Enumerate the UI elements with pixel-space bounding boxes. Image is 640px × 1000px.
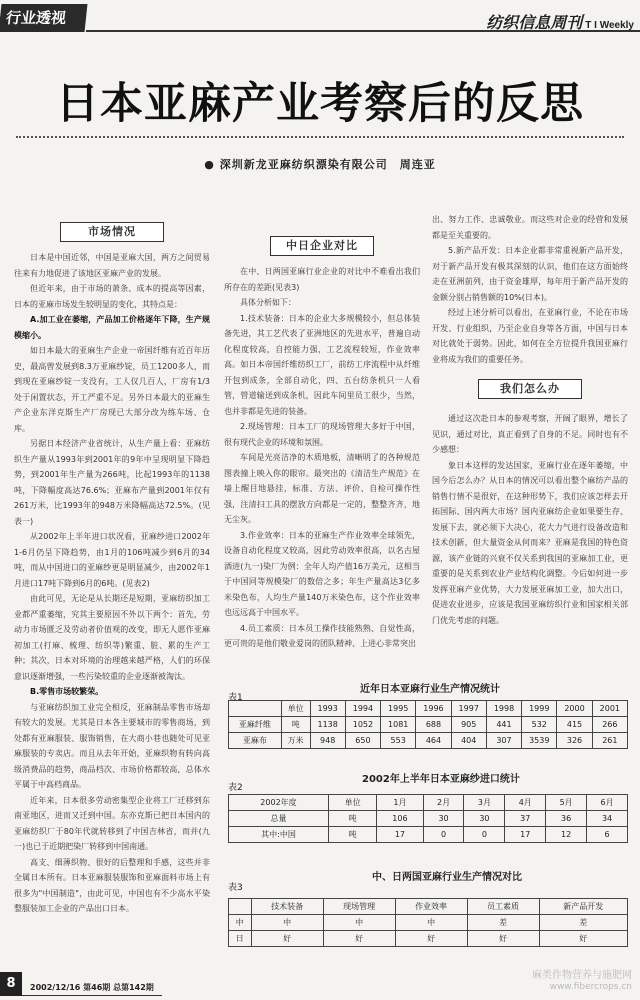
table-2 (228, 794, 628, 843)
table-cell: 688 (416, 717, 451, 733)
table-cell: 34 (587, 811, 628, 827)
table-1-title: 近年日本亚麻行业生产情况统计 (360, 684, 500, 695)
table-row (229, 827, 628, 843)
table-cell: 新产品开发 (539, 899, 627, 915)
section-heading-comparison: 中日企业对比 (270, 236, 374, 256)
table-cell: 1997 (451, 701, 486, 717)
table-cell: 6月 (587, 795, 628, 811)
table-row (229, 915, 628, 931)
table-cell: 好 (251, 931, 323, 947)
table-1 (228, 700, 628, 749)
table-cell: 吨 (328, 827, 376, 843)
table-cell: 作业效率 (395, 899, 467, 915)
table-cell: 亚麻纤维 (229, 717, 282, 733)
table-cell: 1995 (381, 701, 416, 717)
table-cell: 1999 (522, 701, 557, 717)
table-1-label: 表1 (228, 693, 243, 703)
table-cell (229, 899, 252, 915)
table-3-label: 表3 (228, 883, 243, 893)
table-cell: 4月 (505, 795, 546, 811)
table-cell: 2000 (557, 701, 592, 717)
paragraph: 出、努力工作、忠诚敬业。而这些对企业的经营和发展都是至关重要的。 (432, 215, 628, 240)
table-2-title: 2002年上半年日本亚麻纱进口统计 (362, 774, 520, 785)
table-cell: 532 (522, 717, 557, 733)
paragraph: 2.现场管理：日本工厂的现场管理大多好于中国，很有现代企业的环境和氛围。 (224, 422, 420, 447)
table-cell: 好 (395, 931, 467, 947)
table-cell: 0 (464, 827, 505, 843)
table-cell: 464 (416, 733, 451, 749)
paragraph: 车间是光亮洁净的木质地板，清晰明了的各种规范图表撞上映入你的眼帘。最突出的《清洁生产规范》在墙上醒目地悬挂，标准、方法、评价、自检可操作性强，注清扫工具的摆放方向都是一定的，整整齐齐，地无尘灰。 (224, 453, 420, 524)
paragraph: 从2002年上半年进口状况看，亚麻纱进口2002年1-6月仍呈下降趋势，由1月的106吨减少到6月的34吨，而从中国进口的亚麻纱更是明显减少，由2002年1月进口17吨下降到6月的6吨。(见表2) (14, 532, 210, 588)
table-cell: 948 (310, 733, 345, 749)
paragraph: 4.员工素质：日本员工操作技能熟熟、自觉性高，更可贵的是他们敬业爱岗的团队精神、上进心非常突出 (224, 623, 420, 648)
page-header (0, 0, 640, 38)
footer-rule (22, 995, 162, 996)
paragraph: 如日本最大的亚麻生产企业一帝国纤维有近百年历史，最高曾发展到8.3万亚麻纱锭，员工1200多人，而到现在亚麻纱锭一支没有，工人仅几百人，厂房有1/3处于闲置状态，开工严重不足。另外日本最大的亚麻生产企业东洋克斯生产厂房现已大部分改为练车场、仓库。 (14, 346, 210, 433)
table-cell: 441 (486, 717, 521, 733)
table-header-row (229, 899, 628, 915)
table-header-row (229, 795, 628, 811)
section-heading-what-to-do: 我们怎么办 (478, 379, 582, 399)
article-author: ● 深圳新龙亚麻纺织漂染有限公司 周连亚 (204, 158, 436, 171)
table-cell: 0 (423, 827, 464, 843)
table-cell: 中 (395, 915, 467, 931)
table-cell: 中 (323, 915, 395, 931)
table-cell: 日 (229, 931, 252, 947)
table-cell: 6 (587, 827, 628, 843)
table-cell: 差 (539, 915, 627, 931)
masthead (486, 10, 634, 33)
table-cell: 亚麻布 (229, 733, 282, 749)
paragraph: 在中、日两国亚麻行业企业的对比中不难看出我们所存在的差距(见表3) (224, 267, 420, 292)
table-cell: 37 (505, 811, 546, 827)
article-title: 日本亚麻产业考察后的反思 (56, 79, 584, 129)
table-cell: 404 (451, 733, 486, 749)
table-cell (229, 701, 282, 717)
paragraph: 具体分析如下： (240, 298, 296, 307)
table-2-label: 表2 (228, 783, 243, 793)
table-cell: 415 (557, 717, 592, 733)
table-cell: 905 (451, 717, 486, 733)
table-cell: 员工素质 (467, 899, 539, 915)
table-cell: 326 (557, 733, 592, 749)
paragraph: 但近年来，由于市场的萧条、成本的提高等因素，日本的亚麻市场发生较明显的变化，其特点是： (14, 284, 210, 309)
title-divider (16, 136, 624, 138)
table-cell: 1138 (310, 717, 345, 733)
column-1 (14, 222, 210, 992)
table-3-title: 中、日两国亚麻行业生产情况对比 (372, 872, 522, 883)
table-row (229, 811, 628, 827)
table-cell: 中 (251, 915, 323, 931)
table-cell: 差 (467, 915, 539, 931)
paragraph: 日本是中国近邻，中国是亚麻大国，两方之间贸易往来有力地促进了该地区亚麻产业的发展。 (14, 253, 210, 278)
table-row (229, 717, 628, 733)
table-cell: 其中:中国 (229, 827, 329, 843)
watermark-url: www.fibercrops.cn (549, 982, 632, 992)
paragraph: 近年来，日本很多劳动密集型企业将工厂迁移到东南亚地区，进而又迁到中国。东亦克斯已把日本国内的亚麻纺织厂于80年代就转移到了中国吉林省，而并(九一)也已于近期把染厂转移到中国南通。 (14, 795, 210, 851)
paragraph: 5.新产品开发：日本企业都非常重视新产品开发，对于新产品开发有极其深刻的认识，他们在这方面始终走在亚洲前列，由于资金雄厚，每年用于新产品开发的金额分别占销售额的10%(日本)。 (432, 246, 628, 302)
paragraph: 由此可见，无论是从长期还是短期，亚麻纺织加工业都严重萎缩，究其主要原因不外以下两个：首先，劳动力市场匮乏及劳动者价值观的改变，即无人愿作亚麻初加工(打麻、梳理、纺织等)繁重、脏、累的生产工种；其次，日本对环境的治理越来越严格，人们的环保意识逐渐增强，一些污染较重的企业逐渐被淘汰。 (14, 594, 210, 681)
table-cell: 30 (464, 811, 505, 827)
table-header-row (229, 701, 628, 717)
table-cell: 1052 (345, 717, 380, 733)
table-cell: 650 (345, 733, 380, 749)
table-cell: 17 (505, 827, 546, 843)
table-row (229, 931, 628, 947)
subheading: A.加工业在萎缩，产品加工价格逐年下降，生产规模缩小。 (14, 315, 210, 340)
table-cell: 2月 (423, 795, 464, 811)
paragraph: 象日本这样的发达国家，亚麻行业在逐年萎缩，中国今后怎么办？从日本的情况可以看出整个麻纺产品的销售行情不是很好，在这种形势下，我们应该怎样去开拓国际、国内两大市场？国内亚麻纺企业如果要生存、发展下去，就必须下大决心，花大力气进行设备改造和技术创新，但大量资金从何而来？亚麻是我国的特色资源，该产业链的兴衰不仅关系到我国的亚麻加工业，更重要的是关系到农业产业结构化调整。今后如何进一步发挥亚麻产业优势，大力发展亚麻加工业，加大出口，促进农业进步，应该是我国亚麻纺织行业和国家相关部门优先考虑的问题。 (432, 460, 628, 625)
table-cell: 5月 (546, 795, 587, 811)
table-cell: 3月 (464, 795, 505, 811)
paragraph: 经过上述分析可以看出，在亚麻行业，不论在市场开发、行业组织，乃至企业自身等各方面，中国与日本对比就处于弱势。因此，如何在全方位提升我国亚麻行业将成为我们的重要任务。 (432, 308, 628, 364)
table-cell: 36 (546, 811, 587, 827)
table-cell: 中 (229, 915, 252, 931)
masthead-title: 纺织信息周刊 (486, 13, 583, 32)
table-cell: 1994 (345, 701, 380, 717)
table-3 (228, 898, 628, 947)
table-cell: 总量 (229, 811, 329, 827)
subheading: B.零售市场较繁荣。 (30, 687, 104, 696)
table-cell: 万米 (281, 733, 310, 749)
table-cell: 17 (377, 827, 423, 843)
paragraph: 与亚麻纺织加工业完全相反，亚麻制品零售市场却有较大的发展。尤其是日本各主要城市的零售商场，到处都有亚麻服装、服饰销售，在大商小巷也随处可见亚麻服装的专卖店。而且从去年开始，亚麻织物有转向高级消费品的趋势，商品档次、市场价格都较高，总体水平属于中高档商品。 (14, 702, 210, 789)
table-cell: 1月 (377, 795, 423, 811)
column-tag: 行业透视 (0, 4, 87, 32)
table-cell: 1081 (381, 717, 416, 733)
table-cell: 553 (381, 733, 416, 749)
table-cell: 现场管理 (323, 899, 395, 915)
table-cell: 好 (539, 931, 627, 947)
table-cell: 单位 (328, 795, 376, 811)
paragraph: 高支、细薄织物、很好的后整理和手感，这些并非全属日本所有。日本亚麻服装服饰和亚麻面料市场上有很多为"中国制造"，由此可见，中国也有不少高水平染整服装加工企业的产品出口日本。 (14, 857, 210, 913)
table-cell: 307 (486, 733, 521, 749)
table-row (229, 733, 628, 749)
table-cell: 2001 (592, 701, 627, 717)
table-cell: 技术装备 (251, 899, 323, 915)
paragraph: 3.作业效率：日本的亚麻生产作业效率全球领先，设备自动化程度又较高，因此劳动效率很高，以名古屋酒进(九一)染厂为例：全年人均产值16万美元，这相当于中国同等规模染厂的数倍之多；年生产量高达3亿多米染色布，人均生产量140万米染色布，这个作业效率也远远高于中国水平。 (224, 530, 420, 617)
table-cell: 好 (467, 931, 539, 947)
paragraph: 1.技术装备：日本的企业大多规模较小，但总体装备先进，其工艺代表了亚洲地区的先进水平，普遍自动化程度较高，自控能力强，工艺流程较短，作业效率高。如日本帝国纤维纺织工厂，前纺工序流程中从纤维开包到成条，全部自动化，四、五台纺条机只一人看管，管道输送到成条机，因此车间里员工很少，当然，也并非都是先进的装备。 (224, 313, 420, 416)
table-cell: 好 (323, 931, 395, 947)
table-cell: 1993 (310, 701, 345, 717)
table-cell: 261 (592, 733, 627, 749)
masthead-en: T I Weekly (585, 20, 634, 31)
table-cell: 吨 (281, 717, 310, 733)
table-cell: 3539 (522, 733, 557, 749)
table-cell: 12 (546, 827, 587, 843)
page-number: 8 (0, 972, 22, 996)
section-heading-market: 市场情况 (60, 222, 164, 242)
table-cell: 单位 (281, 701, 310, 717)
issue-info: 2002/12/16 第46期 总第142期 (30, 983, 154, 992)
paragraph: 另据日本经济产业省统计，从生产量上看：亚麻纺织生产量从1993年到2001年的9年中呈现明显下降趋势，到2001年生产量为266吨，比起1993年的1138吨，下降幅度高达76.6%；亚麻布产量到2001年仅有261万米，比1993年的948万米降幅高达72.5%。(见表一) (14, 439, 210, 526)
table-cell: 1998 (486, 701, 521, 717)
table-cell: 30 (423, 811, 464, 827)
watermark-text: 麻类作物营养与施肥网 (532, 970, 632, 981)
table-cell: 106 (377, 811, 423, 827)
paragraph: 通过这次赴日本的参观考察，开阔了眼界，增长了见识，通过对比，真正看到了自身的不足。同时也有不少感想： (432, 414, 628, 454)
column-2 (224, 236, 420, 664)
column-3 (432, 212, 628, 672)
table-cell: 2002年度 (229, 795, 329, 811)
table-cell: 吨 (328, 811, 376, 827)
table-cell: 266 (592, 717, 627, 733)
table-cell: 1996 (416, 701, 451, 717)
